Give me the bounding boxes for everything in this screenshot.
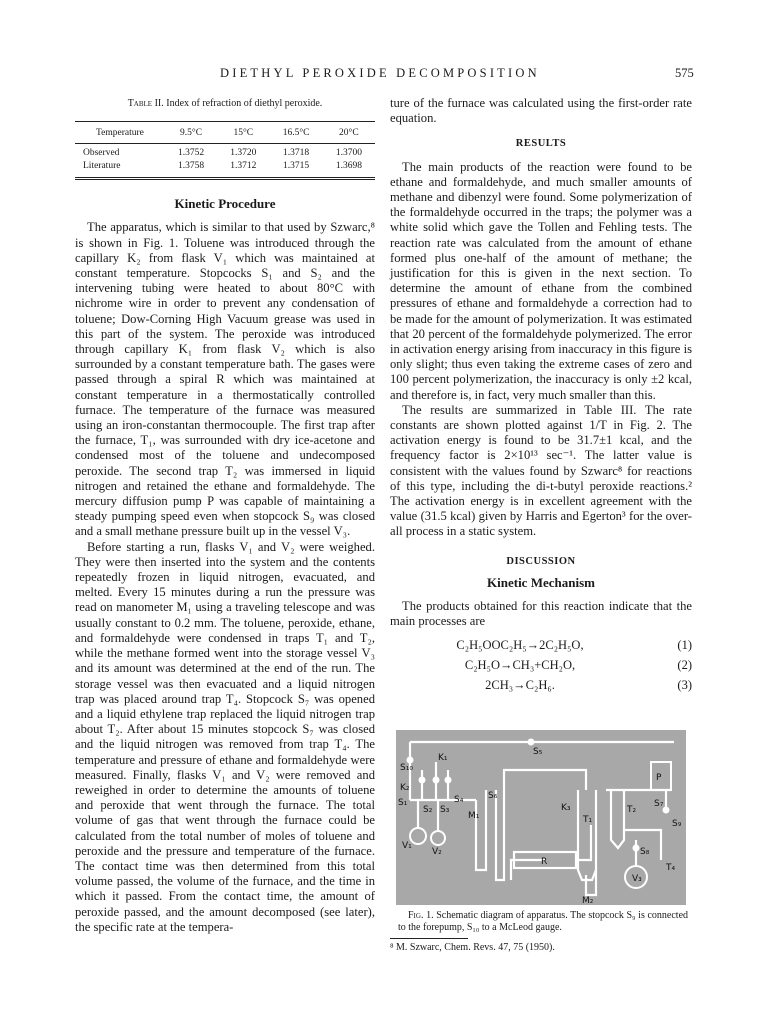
- table-header-cell: 20°C: [323, 122, 375, 144]
- stopcock-s1: [419, 777, 425, 783]
- equation-number: (1): [677, 637, 692, 652]
- table-cell: 1.3752: [177, 148, 205, 159]
- stopcock-s2: [433, 777, 439, 783]
- footnote: ⁸ M. Szwarc, Chem. Revs. 47, 75 (1950).: [390, 942, 555, 953]
- table-row: [75, 144, 375, 161]
- body-paragraph: The products obtained for this reaction indicate that the main processes are: [390, 599, 692, 629]
- page-header: [0, 66, 768, 84]
- table-cell: 1.3712: [230, 161, 257, 172]
- table-cell: 1.3720: [230, 148, 257, 159]
- table-cell: 1.3715: [283, 161, 310, 172]
- label-k2: K₂: [400, 783, 410, 793]
- table-header-cell: 9.5°C: [165, 122, 217, 144]
- equation: [390, 656, 692, 676]
- table-header-row: [75, 122, 375, 144]
- footnote-divider: [390, 938, 468, 939]
- figure-caption: [398, 910, 688, 934]
- refraction-table: [75, 121, 375, 180]
- table-cell: 1.3698: [335, 161, 362, 172]
- apparatus-diagram: [396, 730, 686, 905]
- table-header-cell: Temperature: [75, 122, 165, 144]
- equation-number: (2): [677, 657, 692, 672]
- body-paragraph: The apparatus, which is similar to that used by Szwarc,⁸ is shown in Fig. 1. Toluene was introduced through the capillary K₂ from flask V₁ which was maintained at constant temperature. Stopcocks S₁ and S₂ and the intervening tubing were heated to about 80°C with nichrome wire in order to prevent any condensation of toluene; Dow-Corning High Vacuum grease was used in this part of the system. The peroxide was introduced through capillary K₁ from flask V₂ which is also surrounded by a constant temperature bath. The gases were passed through a spiral R which was maintained at constant temperature in a thermostatically controlled furnace. The temperature of the furnace was measured using an iron-constantan thermocouple. The first trap after the furnace, T₁, was surrounded with dry ice-acetone and condensed most of the toluene and undecomposed peroxide. The second trap T₂ was immersed in liquid nitrogen and retained the ethane and formaldehyde. The mercury diffusion pump P was capable of maintaining a steady pumping speed even when stopcock S₉ was closed and a small methane pressure built up in the vessel V₃.: [75, 220, 375, 539]
- label-s3: S₃: [440, 805, 450, 815]
- equation: [390, 636, 692, 656]
- label-s2: S₂: [423, 805, 433, 815]
- label-v1: V₁: [402, 841, 412, 851]
- discussion-heading: DISCUSSION: [506, 555, 576, 567]
- equation-text: 2CH₃→C₂H₆.: [485, 677, 555, 692]
- equation-text: C₂H₅O→CH₃+CH₂O,: [464, 657, 576, 672]
- equation-text: C₂H₅OOC₂H₅→2C₂H₅O,: [456, 637, 584, 652]
- label-s5: S₅: [533, 747, 543, 757]
- stopcock-s7: [663, 807, 669, 813]
- table-header-cell: 15°C: [217, 122, 269, 144]
- table-caption-prefix: Table: [127, 98, 153, 109]
- left-column: [75, 96, 375, 935]
- label-r: R: [541, 857, 548, 867]
- label-s1: S₁: [398, 798, 408, 808]
- table-cell: 1.3700: [335, 148, 362, 159]
- apparatus-figure: [396, 730, 686, 905]
- stopcock-s8: [633, 845, 639, 851]
- section-heading: Kinetic Procedure: [174, 196, 276, 212]
- label-s7: S₇: [654, 799, 664, 809]
- label-v2: V₂: [432, 847, 442, 857]
- label-v3: V₃: [632, 874, 642, 884]
- label-t1: T₁: [583, 815, 593, 825]
- results-heading: RESULTS: [515, 138, 567, 150]
- running-title: DIETHYL PEROXIDE DECOMPOSITION: [220, 66, 540, 80]
- equation: [390, 676, 692, 696]
- table-cell: 1.3718: [283, 148, 310, 159]
- label-s8: S₈: [640, 847, 650, 857]
- body-paragraph: The results are summarized in Table III. The rate constants are shown plotted against 1/T in Fig. 2. The activation energy is found to be 31.7±1 kcal, and the frequency factor is 2×10¹³ sec⁻¹. The latter value is consistent with the values found by Szwarc⁸ for reactions of this type, including the di-t-butyl peroxide reactions.² The activation energy is in excellent agreement with the value (31.5 kcal) given by Harris and Egerton³ for the over-all process in a static system.: [390, 402, 692, 539]
- label-k1: K₁: [438, 753, 448, 763]
- label-m2: M₂: [582, 896, 594, 905]
- table-row: [75, 160, 375, 177]
- label-m1: M₁: [468, 811, 480, 821]
- equation-number: (3): [677, 677, 692, 692]
- figure-caption-prefix: Fig. 1.: [408, 910, 434, 921]
- label-k3: K₃: [561, 803, 571, 813]
- stopcock-s4: [445, 777, 451, 783]
- label-p: P: [656, 773, 662, 783]
- table-cell: Literature: [83, 161, 121, 172]
- body-paragraph: Before starting a run, flasks V₁ and V₂ were weighed. They were then inserted into the system and the contents repeatedly frozen in liquid nitrogen, evacuated, and melted. Every 15 minutes during a run the pressure was read on manometer M₁ using a traveling telescope and was usually constant to 0.2 mm. The toluene, peroxide, ethane, and formaldehyde were condensed in traps T₁ and T₂, while the methane formed went into the storage vessel V₃ and its amount was determined at the end of the run. The storage vessel was then evacuated and a liquid nitrogen trap was placed around trap T₄. Stopcock S₇ was opened and a liquid ethylene trap replaced the liquid nitrogen trap about T₂. After about 15 minutes stopcock S₇ was closed and the liquid nitrogen was removed from trap T₄. The temperature and pressure of ethane and formaldehyde were measured. Finally, flasks V₁ and V₂ were removed and reweighed in order to determine the amounts of toluene and peroxide that went through the furnace. The total volume of gas that went through the furnace could be calculated from the total number of moles of toluene and peroxide and the pressure and temperature of the furnace. The contact time was then determined from this total volume passed, the volume of the furnace, and the time in which it passed. From the contact time, the amount of peroxide passed, and the amount decomposed (see later), the specific rate at the tempera-: [75, 539, 375, 934]
- label-s4: S₄: [454, 795, 464, 805]
- figure-caption-text: Schematic diagram of apparatus. The stopcock S₉ is connected to the forepump, S₁₀ to a McLeod gauge.: [398, 910, 689, 933]
- page-number: 575: [675, 66, 694, 80]
- label-s10: S₁₀: [400, 763, 413, 773]
- table-cell: 1.3758: [177, 161, 205, 172]
- table-header-cell: 16.5°C: [269, 122, 322, 144]
- label-t2: T₂: [627, 805, 637, 815]
- table-caption-text: II. Index of refraction of diethyl peroxide.: [154, 98, 323, 109]
- continuation-paragraph: ture of the furnace was calculated using the first-order rate equation.: [390, 96, 692, 126]
- table-caption: [75, 96, 375, 111]
- right-column: [390, 96, 692, 696]
- label-s6: S₆: [488, 791, 498, 801]
- stopcock-s5: [528, 739, 534, 745]
- body-paragraph: The main products of the reaction were found to be ethane and formaldehyde, and much smaller amounts of methane and dibenzyl were found. Some polymerization of the formaldehyde occurred in the traps; the polymer was a white solid which gave the Tollen and Fehling tests. The reaction rate was calculated from the amount of ethane formed plus one-half of the amount of methane; the justification for this is given in the next section. To determine the amount of ethane from the combined pressures of ethane and formaldehyde a correction had to be made for the amount of polymerization. It was estimated that 20 percent of the formaldehyde polymerized. The error in activation energy arising from inaccuracy in this figure is only slight; thus even taking the extreme cases of zero and 100 percent polymerization, the inaccuracy is only ±2 kcal, and therefore is, in fact, very much smaller than this.: [390, 159, 692, 402]
- label-s9: S₉: [672, 819, 682, 829]
- subsection-heading: Kinetic Mechanism: [487, 574, 595, 590]
- table-cell: Observed: [83, 148, 120, 159]
- label-t4: T₄: [666, 863, 676, 873]
